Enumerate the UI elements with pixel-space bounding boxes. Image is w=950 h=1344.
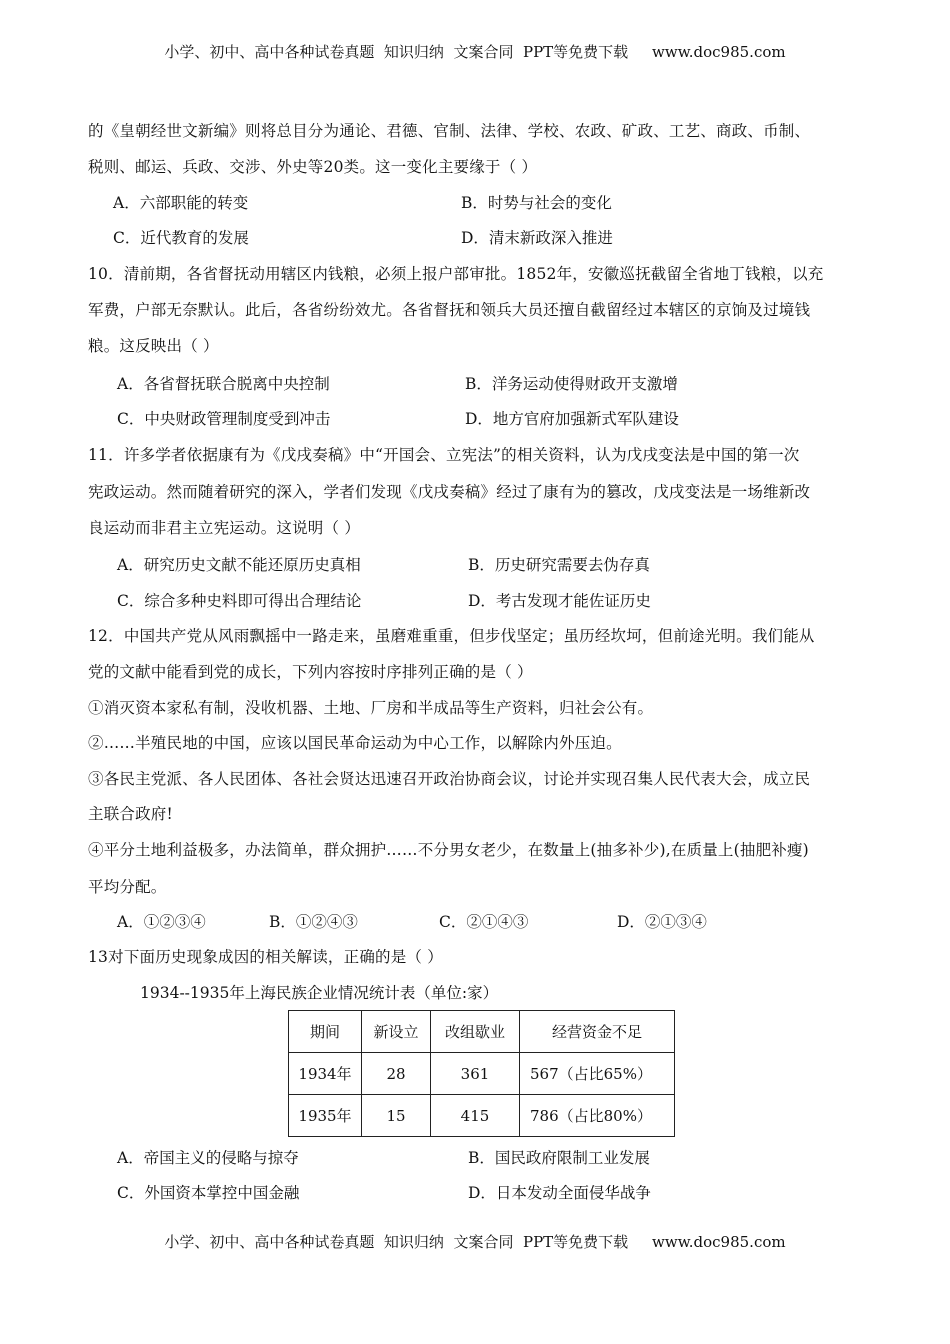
text-line: 税则、邮运、兵政、交涉、外史等20类。这一变化主要缘于（ ）	[88, 158, 538, 176]
q12-item-4: ④平分土地利益极多，办法简单，群众拥护……不分男女老少，在数量上(抽多补少),在质量上(抽肥补瘦)	[88, 841, 809, 859]
q10-option-d: D．地方官府加强新式军队建设	[465, 410, 679, 428]
q12-stem: 党的文献中能看到党的成长，下列内容按时序排列正确的是（ ）	[88, 663, 533, 681]
q9-option-d: D．清末新政深入推进	[461, 229, 613, 247]
table-header-cell: 经营资金不足	[520, 1011, 675, 1053]
q11-option-c: C．综合多种史料即可得出合理结论	[117, 592, 362, 610]
table-row	[289, 1053, 675, 1095]
q11-stem: 11．许多学者依据康有为《戊戌奏稿》中“开国会、立宪法”的相关资料，认为戊戌变法是中国的第一次	[88, 446, 800, 464]
q12-stem: 12．中国共产党从风雨飘摇中一路走来，虽磨难重重，但步伐坚定；虽历经坎坷，但前途光明。我们能从	[88, 627, 815, 645]
table-header-cell: 期间	[289, 1011, 362, 1053]
q12-item-3: ③各民主党派、各人民团体、各社会贤达迅速召开政治协商会议，讨论并实现召集人民代表大会，成立民	[88, 770, 811, 788]
table-cell: 15	[362, 1095, 431, 1137]
q12-option-d: D．②①③④	[617, 913, 707, 931]
q13-option-a: A．帝国主义的侵略与掠夺	[117, 1149, 299, 1167]
table-cell: 28	[362, 1053, 431, 1095]
q9-option-a: A．六部职能的转变	[113, 194, 249, 212]
table-cell: 415	[431, 1095, 520, 1137]
table-cell: 1935年	[289, 1095, 362, 1137]
q12-option-b: B．①②④③	[269, 913, 358, 931]
q10-option-a: A．各省督抚联合脱离中央控制	[117, 375, 330, 393]
table-header-row	[289, 1011, 675, 1053]
q12-option-a: A．①②③④	[117, 913, 206, 931]
q10-stem: 军费，户部无奈默认。此后，各省纷纷效尤。各省督抚和领兵大员还擅自截留经过本辖区的京饷及过境钱	[88, 301, 811, 319]
q11-stem: 良运动而非君主立宪运动。这说明（ ）	[88, 519, 361, 537]
table-cell: 567（占比65%）	[520, 1053, 675, 1095]
table-header-cell: 新设立	[362, 1011, 431, 1053]
text-line: 的《皇朝经世文新编》则将总目分为通论、君德、官制、法律、学校、农政、矿政、工艺、商政、币制、	[88, 122, 811, 140]
table-cell: 786（占比80%）	[520, 1095, 675, 1137]
stats-table	[288, 1010, 675, 1137]
q10-option-b: B．洋务运动使得财政开支激增	[465, 375, 678, 393]
q10-stem: 10．清前期，各省督抚动用辖区内钱粮，必须上报户部审批。1852年，安徽巡抚截留全省地丁钱粮，以充	[88, 265, 824, 283]
q13-stem: 13对下面历史现象成因的相关解读，正确的是（ ）	[88, 948, 443, 966]
page-header: 小学、初中、高中各种试卷真题 知识归纳 文案合同 PPT等免费下载 www.doc985.com	[164, 43, 786, 61]
q10-stem: 粮。这反映出（ ）	[88, 337, 219, 355]
q12-item-1: ①消灭资本家私有制，没收机器、土地、厂房和半成品等生产资料，归社会公有。	[88, 699, 654, 717]
q12-option-c: C．②①④③	[439, 913, 529, 931]
table-caption: 1934--1935年上海民族企业情况统计表（单位:家）	[140, 984, 499, 1002]
table-cell: 1934年	[289, 1053, 362, 1095]
page-footer: 小学、初中、高中各种试卷真题 知识归纳 文案合同 PPT等免费下载 www.doc985.com	[164, 1233, 786, 1251]
table-cell: 361	[431, 1053, 520, 1095]
table-row	[289, 1095, 675, 1137]
q13-option-d: D．日本发动全面侵华战争	[468, 1184, 651, 1202]
q12-item-3: 主联合政府!	[88, 805, 173, 823]
q11-option-b: B．历史研究需要去伪存真	[468, 556, 650, 574]
q10-option-c: C．中央财政管理制度受到冲击	[117, 410, 331, 428]
q11-option-d: D．考古发现才能佐证历史	[468, 592, 651, 610]
table-header-cell: 改组歇业	[431, 1011, 520, 1053]
q13-option-c: C．外国资本掌控中国金融	[117, 1184, 300, 1202]
q9-option-c: C．近代教育的发展	[113, 229, 249, 247]
q9-option-b: B．时势与社会的变化	[461, 194, 612, 212]
q12-item-4: 平均分配。	[88, 878, 167, 896]
q13-option-b: B．国民政府限制工业发展	[468, 1149, 650, 1167]
q11-option-a: A．研究历史文献不能还原历史真相	[117, 556, 361, 574]
q12-item-2: ②……半殖民地的中国，应该以国民革命运动为中心工作，以解除内外压迫。	[88, 734, 622, 752]
q11-stem: 宪政运动。然而随着研究的深入，学者们发现《戊戌奏稿》经过了康有为的篡改，戊戌变法是一场维新改	[88, 483, 811, 501]
